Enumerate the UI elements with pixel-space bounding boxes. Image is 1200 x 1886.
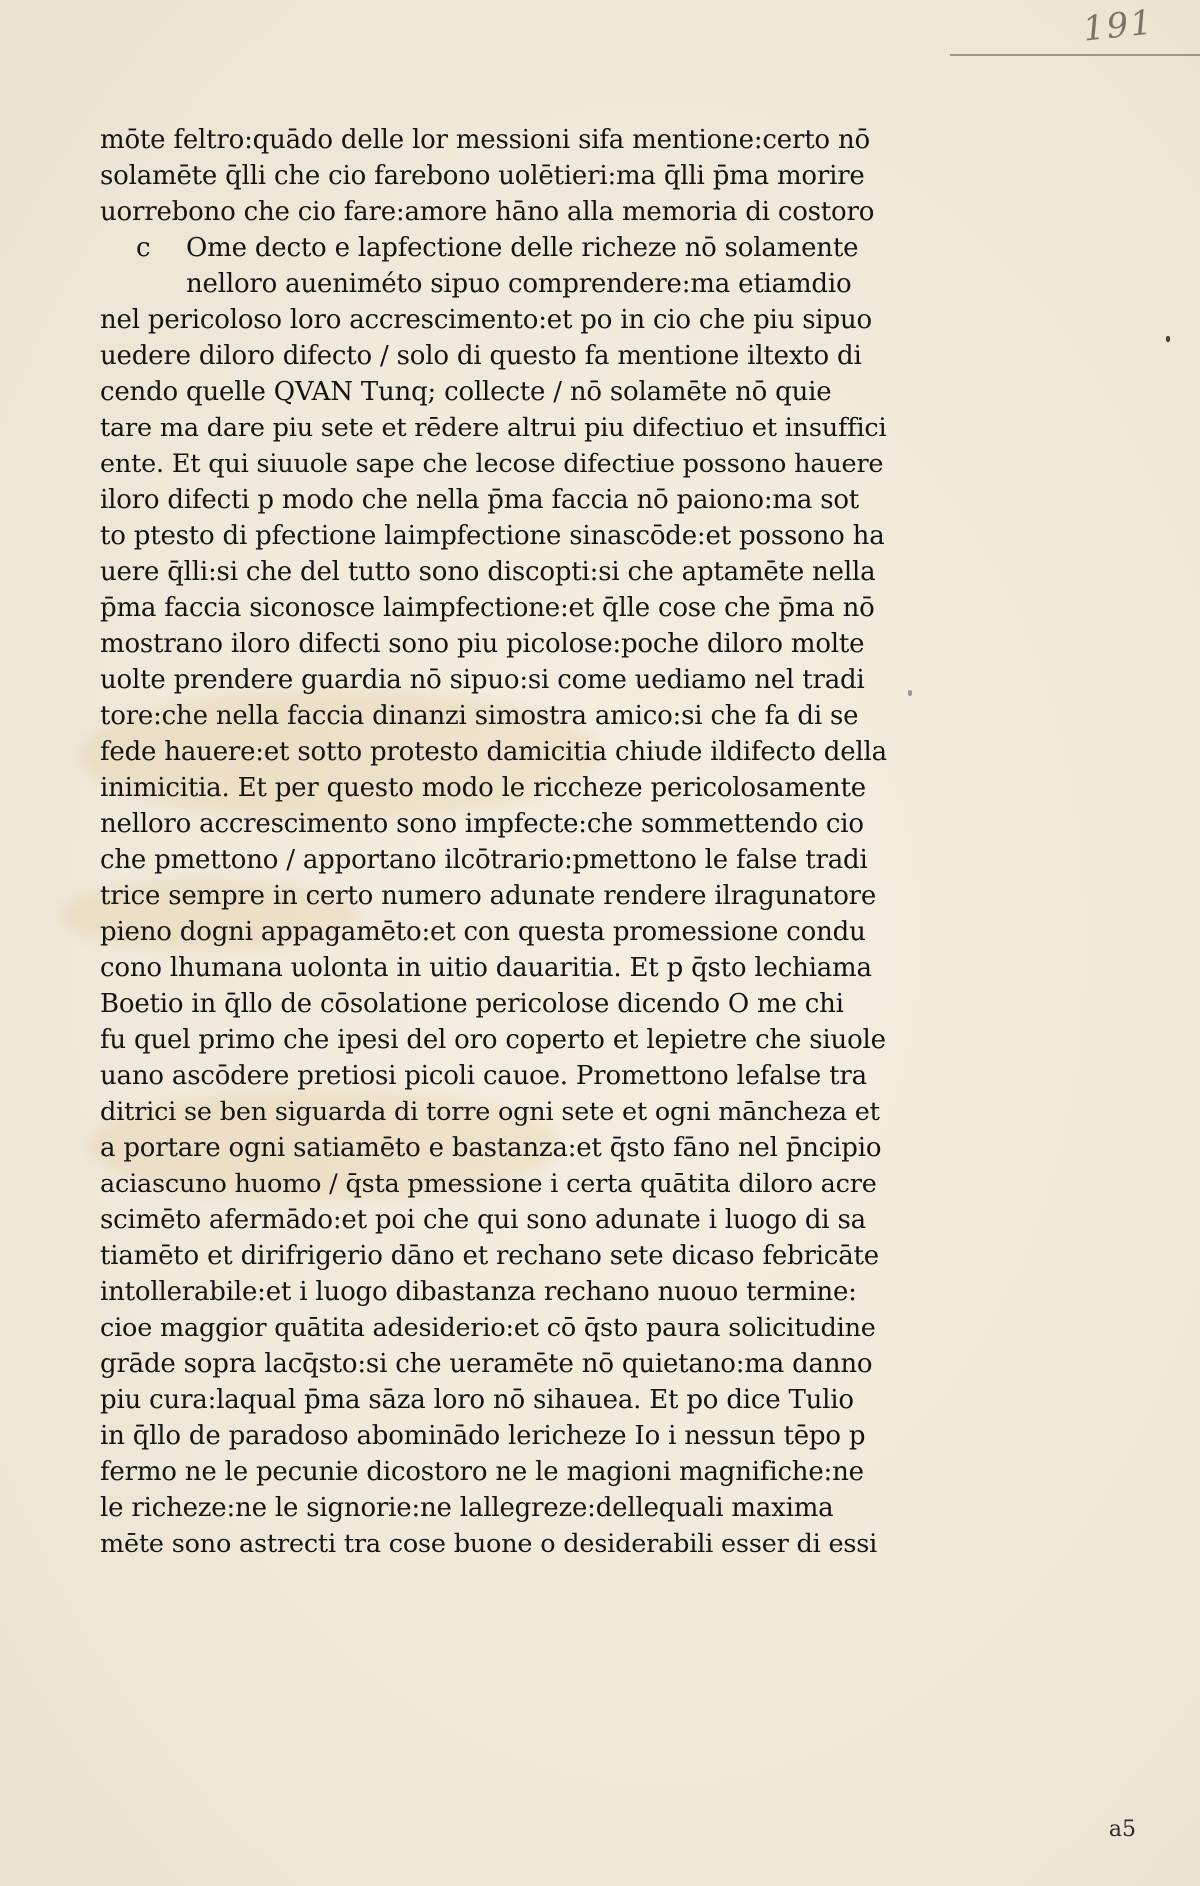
line-text: nelloro aueniméto sipuo comprendere:ma etiamdio — [186, 269, 852, 299]
line-text: Ome decto e lapfectione delle richeze nō solamente — [186, 233, 859, 263]
text-line — [100, 518, 890, 554]
text-line — [100, 446, 890, 482]
text-line — [100, 266, 890, 302]
line-text: fermo ne le pecunie dicostoro ne le magioni magnifiche:ne — [100, 1457, 864, 1487]
line-text: le richeze:ne le signorie:ne lallegreze:dellequali maxima — [100, 1493, 834, 1523]
text-line — [100, 554, 890, 590]
text-line — [100, 1346, 890, 1382]
text-line — [100, 1022, 890, 1058]
text-line — [100, 1058, 890, 1094]
text-line — [100, 1526, 890, 1562]
line-text: tiamēto et dirifrigerio dāno et rechano sete dicaso febricāte — [100, 1241, 879, 1271]
line-text: pieno dogni appagamēto:et con questa promessione condu — [100, 917, 866, 947]
line-text: uedere diloro difecto / solo di questo fa mentione iltexto di — [100, 341, 862, 371]
line-text: mēte sono astrecti tra cose buone o desiderabili esser di essi — [100, 1529, 878, 1559]
line-text: solamēte q̄lli che cio farebono uolētieri:ma q̄lli p̄ma morire — [100, 161, 865, 191]
line-text: fu quel primo che ipesi del oro coperto et lepietre che siuole — [100, 1025, 886, 1055]
line-text: che pmettono / apportano ilcōtrario:pmettono le false tradi — [100, 845, 868, 875]
line-text: uolte prendere guardia nō sipuo:si come uediamo nel tradi — [100, 665, 865, 695]
text-line — [100, 1382, 890, 1418]
line-text: fede hauere:et sotto protesto damicitia chiude ildifecto della — [100, 737, 887, 767]
text-line — [100, 914, 890, 950]
line-text: uorrebono che cio fare:amore hāno alla memoria di costoro — [100, 197, 875, 227]
line-text: p̄ma faccia siconosce laimpfectione:et q̄lle cose che p̄ma nō — [100, 593, 875, 623]
line-text: cono lhumana uolonta in uitio dauaritia. Et p q̄sto lechiama — [100, 953, 872, 983]
text-line — [100, 770, 890, 806]
line-text: intollerabile:et i luogo dibastanza rechano nuouo termine: — [100, 1277, 857, 1307]
text-line — [100, 1094, 890, 1130]
line-text: ente. Et qui siuuole sape che lecose difectiue possono hauere — [100, 449, 884, 479]
margin-mark — [908, 690, 912, 696]
text-line — [100, 986, 890, 1022]
line-text: in q̄llo de paradoso abominādo lericheze Io i nessun tēpo p — [100, 1421, 866, 1451]
line-text: piu cura:laqual p̄ma sāza loro nō sihauea. Et po dice Tulio — [100, 1385, 854, 1415]
line-text: inimicitia. Et per questo modo le ricchezе pericolosamente — [100, 773, 866, 803]
text-line — [100, 1166, 890, 1202]
text-line — [100, 878, 890, 914]
text-line — [100, 734, 890, 770]
line-text: aciascuno huomo / q̄sta pmessione i certa quātita diloro acre — [100, 1169, 877, 1199]
text-line — [100, 302, 890, 338]
text-line — [100, 1454, 890, 1490]
line-text: grāde sopra lacq̄sto:si che ueramēte nō quietano:ma danno — [100, 1349, 873, 1379]
text-line — [100, 338, 890, 374]
signature-mark: a5 — [1108, 1817, 1136, 1842]
text-line — [100, 1130, 890, 1166]
line-text: uano ascōdere pretiosi picoli cauoe. Promettono lefalse tra — [100, 1061, 867, 1091]
text-line — [100, 374, 890, 410]
line-text: mostrano iloro difecti sono piu picolose:poche diloro molte — [100, 629, 865, 659]
line-text: cioe maggior quātita adesiderio:et cō q̄sto paura solicitudine — [100, 1313, 876, 1343]
text-line — [100, 122, 890, 158]
text-line — [100, 1418, 890, 1454]
line-text: trice sempre in certo numero adunate rendere ilragunatore — [100, 881, 877, 911]
text-block — [100, 122, 890, 1562]
line-text: nelloro accrescimento sono impfecte:che sommettendo cio — [100, 809, 864, 839]
text-line — [100, 626, 890, 662]
line-text: tare ma dare piu sete et rēdere altrui piu difectiuo et insuffici — [100, 413, 887, 443]
text-line — [100, 590, 890, 626]
text-line — [100, 842, 890, 878]
line-text: tore:che nella faccia dinanzi simostra amico:si che fa di se — [100, 701, 859, 731]
text-line — [100, 230, 890, 266]
text-line — [100, 698, 890, 734]
text-line — [100, 1274, 890, 1310]
text-line — [100, 482, 890, 518]
text-line — [100, 158, 890, 194]
text-line — [100, 1490, 890, 1526]
header-rule — [950, 54, 1200, 56]
margin-mark — [1166, 336, 1170, 342]
text-line — [100, 950, 890, 986]
folio-number: 191 — [1081, 2, 1156, 50]
text-line — [100, 410, 890, 446]
text-line — [100, 806, 890, 842]
text-line — [100, 1310, 890, 1346]
text-line — [100, 662, 890, 698]
line-text: mōte feltro:quādo delle lor messioni sifa mentione:certo nō — [100, 125, 870, 155]
line-text: uere q̄lli:si che del tutto sono discopti:si che aptamēte nella — [100, 557, 876, 587]
line-text: iloro difecti p modo che nella p̄ma faccia nō paiono:ma sot — [100, 485, 860, 515]
line-text: nel pericoloso loro accrescimento:et po in cio che piu sipuo — [100, 305, 872, 335]
text-line — [100, 1238, 890, 1274]
text-line — [100, 1202, 890, 1238]
text-line — [100, 194, 890, 230]
line-text: a portare ogni satiamēto e bastanza:et q̄sto fāno nel p̄ncipio — [100, 1133, 882, 1163]
line-text: to ptesto di pfectione laimpfectione sinascōde:et possono ha — [100, 521, 885, 551]
line-text: ditrici se ben siguarda di torre ogni sete et ogni māncheza et — [100, 1097, 880, 1127]
line-text: Boetio in q̄llo de cōsolatione pericolose dicendo O me chi — [100, 989, 844, 1019]
line-text: cendo quelle QVAN Tunq; collecte / nō solamēte nō quie — [100, 377, 832, 407]
guide-letter: c — [136, 233, 151, 263]
line-text: scimēto afermādo:et poi che qui sono adunate i luogo di sa — [100, 1205, 866, 1235]
